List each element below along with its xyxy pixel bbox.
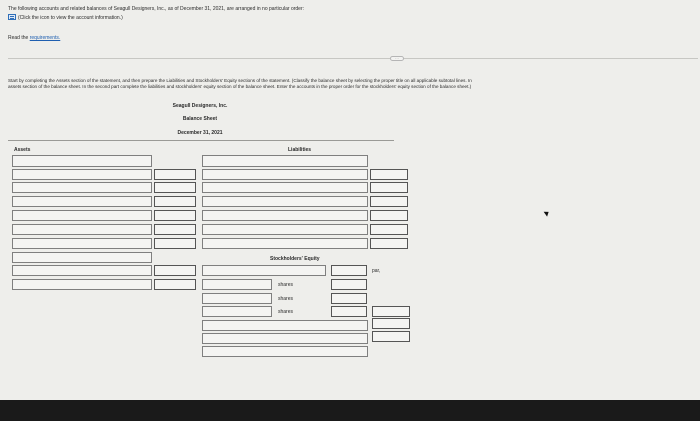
asset-account-input[interactable]	[12, 252, 152, 263]
liability-amount-input[interactable]	[370, 196, 408, 207]
icon-info-text: (Click the icon to view the account information.)	[18, 15, 123, 21]
asset-account-input[interactable]	[12, 265, 152, 276]
asset-account-input[interactable]	[12, 182, 152, 193]
asset-account-input[interactable]	[12, 224, 152, 235]
asset-total-input[interactable]	[12, 279, 152, 290]
asset-amount-input[interactable]	[154, 224, 196, 235]
liability-amount-input[interactable]	[370, 169, 408, 180]
asset-title-input[interactable]	[12, 155, 152, 167]
asset-amount-input[interactable]	[154, 196, 196, 207]
liability-total-amount-input[interactable]	[370, 238, 408, 249]
section-divider	[8, 58, 698, 59]
bottom-bar	[0, 400, 700, 421]
equity-total-input[interactable]	[202, 346, 368, 357]
shares-authorized-count-input[interactable]	[331, 279, 367, 290]
shares-outstanding-count-input[interactable]	[331, 306, 367, 317]
par-label: par,	[372, 268, 381, 274]
liability-account-input[interactable]	[202, 169, 368, 180]
requirements-link[interactable]: requirements.	[29, 35, 61, 41]
asset-amount-input[interactable]	[154, 238, 196, 249]
asset-amount-input[interactable]	[154, 210, 196, 221]
statement-title: Balance Sheet	[182, 116, 218, 122]
statement-date: December 31, 2021	[177, 130, 223, 136]
liability-title-input[interactable]	[202, 155, 368, 167]
asset-account-input[interactable]	[12, 238, 152, 249]
shares-issued-count-input[interactable]	[331, 293, 367, 304]
liability-account-input[interactable]	[202, 224, 368, 235]
shares-authorized-input[interactable]	[202, 279, 272, 290]
instruction-line-2: assets section of the balance sheet. In the second part complete the liabilities and stockholders' equity section of the balance sheet. Enter the accounts in the proper order for the stockholders' equity section of the balance sheet.)	[8, 84, 472, 89]
read-requirements-text	[8, 35, 60, 41]
asset-amount-input[interactable]	[154, 169, 196, 180]
shares-issued-input[interactable]	[202, 293, 272, 304]
assets-heading: Assets	[14, 147, 31, 153]
instruction-line-1: Start by completing the Assets section of the statement, and then prepare the Liabilities and Stockholders' Equity sections of the statement. (Classify the balance sheet by selecting the proper title on all applicable subtotal lines. In	[8, 78, 472, 83]
equity-account-input[interactable]	[202, 333, 368, 344]
equity-account-input[interactable]	[202, 320, 368, 331]
mouse-cursor-icon	[544, 209, 551, 216]
intro-text: The following accounts and related balances of Seagull Designers, Inc., as of December 31, 2021, are arranged in no particular order:	[8, 6, 305, 12]
liability-total-input[interactable]	[202, 238, 368, 249]
table-icon[interactable]	[8, 14, 16, 20]
liability-account-input[interactable]	[202, 210, 368, 221]
shares-label: shares	[278, 309, 294, 315]
asset-account-input[interactable]	[12, 196, 152, 207]
company-name: Seagull Designers, Inc.	[172, 103, 228, 109]
asset-total-amount-input[interactable]	[154, 279, 196, 290]
equity-amount-input[interactable]	[372, 331, 410, 342]
shares-outstanding-input[interactable]	[202, 306, 272, 317]
shares-label: shares	[278, 282, 294, 288]
asset-amount-input[interactable]	[154, 182, 196, 193]
shares-label: shares	[278, 296, 294, 302]
asset-amount-input[interactable]	[154, 265, 196, 276]
equity-heading: Stockholders' Equity	[270, 256, 320, 262]
asset-account-input[interactable]	[12, 210, 152, 221]
more-icon[interactable]: ···	[390, 56, 404, 61]
equity-amount-input[interactable]	[372, 306, 410, 317]
read-prefix: Read the	[8, 35, 29, 41]
liability-amount-input[interactable]	[370, 182, 408, 193]
liability-account-input[interactable]	[202, 182, 368, 193]
equity-amount-input[interactable]	[372, 318, 410, 329]
par-value-input[interactable]	[331, 265, 367, 276]
statement-header-rule	[8, 140, 394, 141]
liability-amount-input[interactable]	[370, 210, 408, 221]
liability-account-input[interactable]	[202, 196, 368, 207]
liabilities-heading: Liabilities	[288, 147, 312, 153]
equity-title-input[interactable]	[202, 265, 326, 276]
asset-account-input[interactable]	[12, 169, 152, 180]
liability-amount-input[interactable]	[370, 224, 408, 235]
